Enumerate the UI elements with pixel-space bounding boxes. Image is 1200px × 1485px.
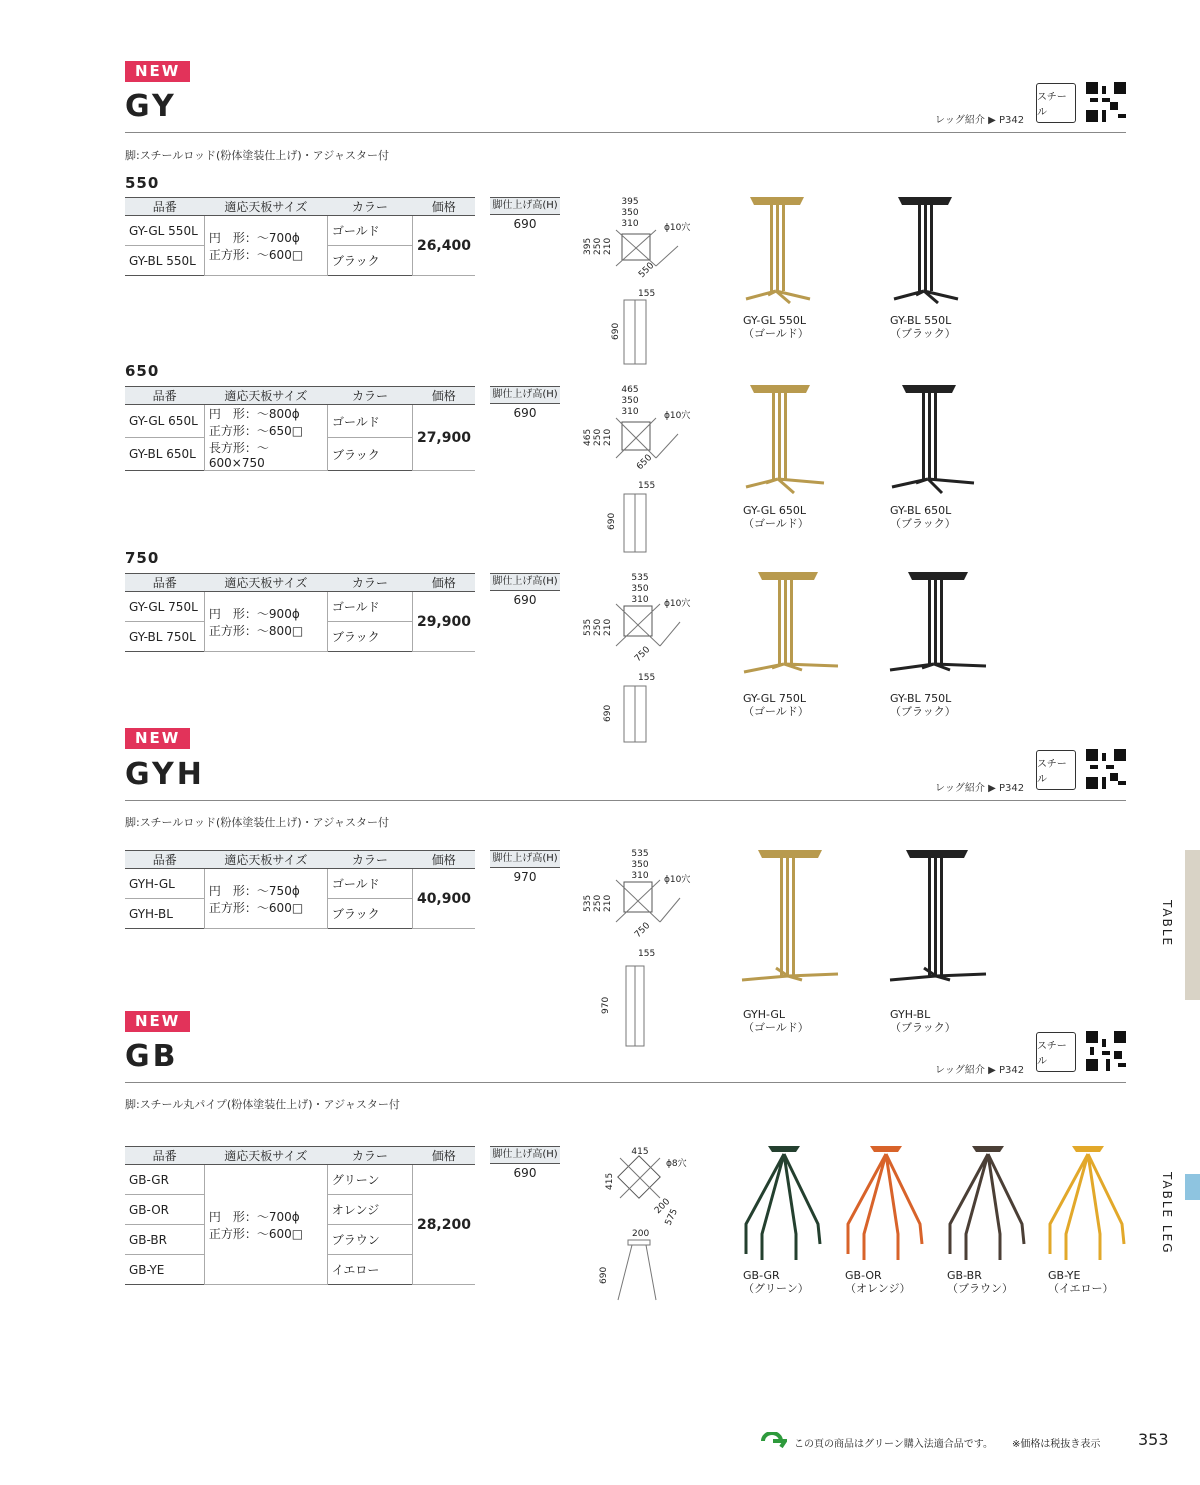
green-note: この頁の商品はグリーン購入法適合品です。 — [794, 1439, 993, 1450]
product-code: GY-BL 550L — [125, 246, 204, 276]
product-code: GYH-BL — [125, 899, 204, 929]
green-purchase-icon — [757, 1432, 787, 1450]
svg-text:535: 535 — [583, 618, 593, 636]
height-column: 脚仕上げ高(H) 690 — [490, 386, 560, 420]
svg-text:250: 250 — [593, 894, 603, 912]
dimension-diagram — [580, 566, 700, 746]
svg-text:350: 350 — [631, 860, 649, 870]
series-description: 脚:スチールロッド(粉体塗装仕上げ)・アジャスター付 — [125, 816, 389, 829]
svg-text:155: 155 — [638, 289, 656, 299]
svg-text:535: 535 — [631, 849, 649, 859]
product-image-gold-leg — [738, 848, 842, 986]
color-name: グリーン — [327, 1165, 412, 1195]
product-image-brown-leg — [944, 1144, 1030, 1262]
svg-text:200: 200 — [653, 1196, 673, 1217]
color-name: ゴールド — [327, 592, 412, 622]
color-name: イエロー — [327, 1255, 412, 1285]
color-name: オレンジ — [327, 1195, 412, 1225]
svg-text:650: 650 — [635, 452, 655, 473]
series-description: 脚:スチールロッド(粉体塗装仕上げ)・アジャスター付 — [125, 149, 389, 162]
svg-text:415: 415 — [631, 1147, 649, 1157]
product-code: GB-OR — [125, 1195, 204, 1225]
svg-text:200: 200 — [632, 1229, 650, 1239]
svg-text:970: 970 — [601, 996, 611, 1014]
svg-text:ϕ10穴: ϕ10穴 — [664, 875, 691, 885]
color-name: ブラウン — [327, 1225, 412, 1255]
tax-note: ※価格は税抜き表示 — [1012, 1439, 1101, 1450]
product-caption: GY-GL 750L （ゴールド） — [743, 692, 809, 718]
product-code: GY-GL 550L — [125, 216, 204, 246]
product-caption: GB-GR （グリーン） — [743, 1269, 809, 1295]
color-name: ブラック — [327, 622, 412, 652]
svg-text:310: 310 — [621, 219, 639, 229]
dimension-diagram — [590, 1140, 700, 1310]
product-code: GY-GL 650L — [125, 405, 204, 438]
product-code: GY-GL 750L — [125, 592, 204, 622]
svg-text:210: 210 — [603, 237, 613, 255]
svg-text:ϕ8穴: ϕ8穴 — [666, 1159, 687, 1169]
svg-text:535: 535 — [631, 573, 649, 583]
svg-text:535: 535 — [583, 894, 593, 912]
new-badge: NEW — [125, 1011, 190, 1032]
product-code: GY-BL 750L — [125, 622, 204, 652]
svg-text:155: 155 — [638, 949, 656, 959]
side-tab-table[interactable] — [1185, 850, 1200, 1000]
height-column: 脚仕上げ高(H) 690 — [490, 573, 560, 607]
height-column: 脚仕上げ高(H) 970 — [490, 850, 560, 884]
price: 27,900 — [412, 405, 475, 471]
color-name: ゴールド — [327, 405, 412, 438]
product-code: GB-BR — [125, 1225, 204, 1255]
svg-text:750: 750 — [633, 644, 653, 665]
product-caption: GY-GL 650L （ゴールド） — [743, 504, 809, 530]
svg-text:ϕ10穴: ϕ10穴 — [664, 599, 691, 609]
dimension-diagram — [580, 378, 700, 558]
product-caption: GY-BL 650L （ブラック） — [890, 504, 956, 530]
svg-text:ϕ10穴: ϕ10穴 — [664, 411, 691, 421]
svg-text:250: 250 — [593, 618, 603, 636]
product-image-orange-leg — [842, 1144, 928, 1262]
size-heading: 550 — [125, 174, 160, 192]
size-heading: 750 — [125, 549, 160, 567]
series-title-gb: GB — [125, 1039, 179, 1074]
price: 40,900 — [412, 869, 475, 929]
price: 29,900 — [412, 592, 475, 652]
svg-text:750: 750 — [633, 920, 653, 941]
section-rule — [125, 800, 1126, 801]
spec-table: 品番 適応天板サイズ カラー 価格 GYH-GL 円 形：～750ϕ 正方形：～600□ ゴールド 40,900 GYH-BL ブラック — [125, 850, 475, 929]
svg-text:250: 250 — [593, 428, 603, 446]
leg-reference-link[interactable]: レッグ紹介 ▶ P342 — [935, 1065, 1025, 1076]
steel-badge: スチール — [1036, 750, 1076, 790]
svg-text:395: 395 — [583, 237, 593, 255]
series-title-gy: GY — [125, 89, 177, 124]
side-tab-label[interactable]: TABLE — [1160, 900, 1174, 948]
svg-text:550: 550 — [637, 260, 657, 281]
qr-code-icon[interactable] — [1086, 749, 1126, 789]
svg-text:465: 465 — [583, 428, 593, 446]
height-column: 脚仕上げ高(H) 690 — [490, 1146, 560, 1180]
product-image-yellow-leg — [1044, 1144, 1130, 1262]
svg-text:690: 690 — [611, 322, 621, 340]
price: 28,200 — [412, 1165, 475, 1285]
svg-text:690: 690 — [599, 1266, 609, 1284]
svg-text:350: 350 — [631, 584, 649, 594]
svg-text:415: 415 — [605, 1172, 615, 1190]
product-image-green-leg — [740, 1144, 826, 1262]
svg-text:465: 465 — [621, 385, 639, 395]
svg-text:210: 210 — [603, 894, 613, 912]
product-image-gold-leg — [738, 570, 842, 678]
svg-text:395: 395 — [621, 197, 639, 207]
svg-text:690: 690 — [607, 512, 617, 530]
section-rule — [125, 132, 1126, 133]
product-caption: GYH-GL （ゴールド） — [743, 1008, 809, 1034]
product-code: GYH-GL — [125, 869, 204, 899]
new-badge: NEW — [125, 728, 190, 749]
new-badge: NEW — [125, 61, 190, 82]
page-number: 353 — [1138, 1430, 1169, 1449]
svg-text:155: 155 — [638, 481, 656, 491]
dimension-diagram — [580, 842, 700, 1052]
svg-text:250: 250 — [593, 237, 603, 255]
svg-text:310: 310 — [631, 595, 649, 605]
spec-table: 品番 適応天板サイズ カラー 価格 GY-GL 650L 円 形：～800ϕ 正方形：～650□ 長方形：～600×750 ゴールド 27,900 GY-BL 650L ブラック — [125, 386, 475, 471]
product-caption: GY-GL 550L （ゴールド） — [743, 314, 809, 340]
product-image-black-leg — [886, 570, 990, 678]
color-name: ブラック — [327, 246, 412, 276]
product-caption: GB-BR （ブラウン） — [947, 1269, 1013, 1295]
steel-badge: スチール — [1036, 83, 1076, 123]
svg-text:690: 690 — [603, 704, 613, 722]
color-name: ゴールド — [327, 869, 412, 899]
qr-code-icon[interactable] — [1086, 82, 1126, 122]
svg-text:310: 310 — [621, 407, 639, 417]
color-name: ゴールド — [327, 216, 412, 246]
spec-table: 品番 適応天板サイズ カラー 価格 GY-GL 750L 円 形：～900ϕ 正方形：～800□ ゴールド 29,900 GY-BL 750L ブラック — [125, 573, 475, 652]
side-tab-table-leg[interactable] — [1185, 1174, 1200, 1200]
product-image-black-leg — [886, 383, 976, 495]
svg-text:575: 575 — [663, 1207, 680, 1228]
product-code: GY-BL 650L — [125, 438, 204, 471]
side-tab-label[interactable]: TABLE LEG — [1160, 1172, 1174, 1255]
spec-table: 品番 適応天板サイズ カラー 価格 GY-GL 550L 円 形：～700ϕ 正方形：～600□ ゴールド 26,400 GY-BL 550L ブラック — [125, 197, 475, 276]
product-code: GB-YE — [125, 1255, 204, 1285]
svg-text:ϕ10穴: ϕ10穴 — [664, 223, 691, 233]
size-heading: 650 — [125, 362, 160, 380]
qr-code-icon[interactable] — [1086, 1031, 1126, 1071]
leg-reference-link[interactable]: レッグ紹介 ▶ P342 — [935, 783, 1025, 794]
leg-reference-link[interactable]: レッグ紹介 ▶ P342 — [935, 115, 1025, 126]
svg-text:350: 350 — [621, 208, 639, 218]
svg-text:210: 210 — [603, 618, 613, 636]
svg-text:350: 350 — [621, 396, 639, 406]
steel-badge: スチール — [1036, 1032, 1076, 1072]
spec-table: 品番 適応天板サイズ カラー 価格 GB-GR 円 形：～700ϕ 正方形：～600□ グリーン 28,200 GB-OR オレンジ GB-BR ブラウン GB-YE イエロー — [125, 1146, 475, 1285]
color-name: ブラック — [327, 438, 412, 471]
product-caption: GB-YE （イエロー） — [1048, 1269, 1114, 1295]
section-rule — [125, 1082, 1126, 1083]
product-caption: GY-BL 750L （ブラック） — [890, 692, 956, 718]
product-image-black-leg — [886, 848, 990, 986]
svg-text:210: 210 — [603, 428, 613, 446]
product-caption: GB-OR （オレンジ） — [845, 1269, 911, 1295]
svg-text:155: 155 — [638, 673, 656, 683]
product-caption: GYH-BL （ブラック） — [890, 1008, 956, 1034]
product-image-gold-leg — [738, 195, 818, 305]
product-image-black-leg — [886, 195, 966, 305]
dimension-diagram — [580, 190, 700, 370]
svg-text:310: 310 — [631, 871, 649, 881]
product-caption: GY-BL 550L （ブラック） — [890, 314, 956, 340]
series-title-gyh: GYH — [125, 757, 205, 792]
product-code: GB-GR — [125, 1165, 204, 1195]
series-description: 脚:スチール丸パイプ(粉体塗装仕上げ)・アジャスター付 — [125, 1098, 400, 1111]
product-image-gold-leg — [738, 383, 828, 495]
color-name: ブラック — [327, 899, 412, 929]
height-column: 脚仕上げ高(H) 690 — [490, 197, 560, 231]
price: 26,400 — [412, 216, 475, 276]
